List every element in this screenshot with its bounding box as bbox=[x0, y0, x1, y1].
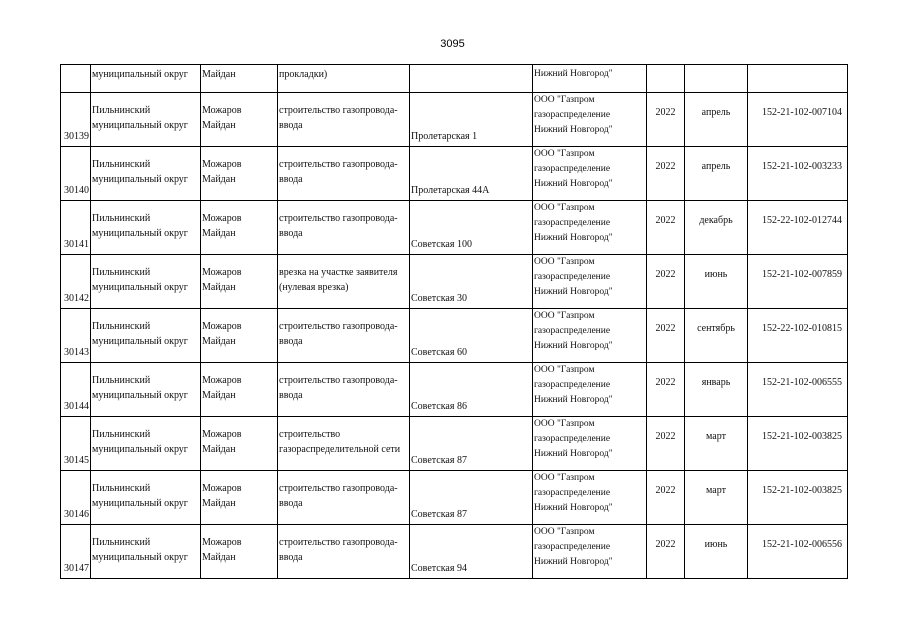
village-line: Можаров bbox=[202, 213, 242, 224]
work-line: врезка на участке заявителя bbox=[279, 267, 398, 278]
work-line: ввода bbox=[279, 552, 303, 563]
cell-village bbox=[201, 255, 278, 309]
location-line: Пильнинский bbox=[92, 105, 151, 116]
village-line: Майдан bbox=[202, 498, 236, 509]
cell-number: 30141 bbox=[61, 201, 91, 255]
table-row bbox=[61, 471, 848, 525]
cell-organization bbox=[533, 471, 647, 525]
cell-village bbox=[201, 147, 278, 201]
work-line: (нулевая врезка) bbox=[279, 282, 349, 293]
organization-line: ООО "Газпром bbox=[534, 419, 595, 429]
organization-line: ООО "Газпром bbox=[534, 311, 595, 321]
organization-line: Нижний Новгород" bbox=[534, 179, 613, 189]
cell-work-type bbox=[278, 147, 410, 201]
cell-location bbox=[91, 201, 201, 255]
table-row bbox=[61, 417, 848, 471]
cell-code: 152-21-102-007104 bbox=[748, 93, 848, 147]
cell-month: декабрь bbox=[685, 201, 748, 255]
cell-village bbox=[201, 525, 278, 579]
cell-organization bbox=[533, 201, 647, 255]
table-row bbox=[61, 201, 848, 255]
cell-location bbox=[91, 147, 201, 201]
organization-line: газораспределение bbox=[534, 326, 611, 336]
organization-line: ООО "Газпром bbox=[534, 95, 595, 105]
village-line: Можаров bbox=[202, 537, 242, 548]
cell-location bbox=[91, 471, 201, 525]
cell-year: 2022 bbox=[647, 525, 685, 579]
cell-street: Советская 86 bbox=[410, 363, 533, 417]
organization-line: газораспределение bbox=[534, 272, 611, 282]
cell-code: 152-22-102-010815 bbox=[748, 309, 848, 363]
organization-line: ООО "Газпром bbox=[534, 257, 595, 267]
cell-street: Пролетарская 44А bbox=[410, 147, 533, 201]
cell-organization bbox=[533, 147, 647, 201]
cell-year: 2022 bbox=[647, 309, 685, 363]
cell-month: сентябрь bbox=[685, 309, 748, 363]
work-line: строительство газопровода- bbox=[279, 159, 398, 170]
village-line: Майдан bbox=[202, 120, 236, 131]
organization-line: газораспределение bbox=[534, 110, 611, 120]
location-line: муниципальный округ bbox=[92, 228, 188, 239]
cell-code: 152-21-102-006555 bbox=[748, 363, 848, 417]
organization-line: ООО "Газпром bbox=[534, 203, 595, 213]
cell-organization bbox=[533, 309, 647, 363]
cell-number: 30143 bbox=[61, 309, 91, 363]
organization-line: ООО "Газпром bbox=[534, 149, 595, 159]
cell-year: 2022 bbox=[647, 363, 685, 417]
location-line: Пильнинский bbox=[92, 537, 151, 548]
cell-work-type: прокладки) bbox=[278, 65, 410, 93]
village-line: Майдан bbox=[202, 552, 236, 563]
village-line: Можаров bbox=[202, 429, 242, 440]
organization-line: Нижний Новгород" bbox=[534, 341, 613, 351]
cell-work-type bbox=[278, 417, 410, 471]
location-line: Пильнинский bbox=[92, 375, 151, 386]
table-row bbox=[61, 147, 848, 201]
cell-year: 2022 bbox=[647, 201, 685, 255]
location-line: муниципальный округ bbox=[92, 336, 188, 347]
work-line: ввода bbox=[279, 228, 303, 239]
cell-number bbox=[61, 65, 91, 93]
location-line: муниципальный округ bbox=[92, 120, 188, 131]
location-line: муниципальный округ bbox=[92, 174, 188, 185]
table-row-continued bbox=[61, 65, 848, 93]
location-line: муниципальный округ bbox=[92, 282, 188, 293]
cell-number: 30145 bbox=[61, 417, 91, 471]
location-line: муниципальный округ bbox=[92, 390, 188, 401]
cell-street: Советская 30 bbox=[410, 255, 533, 309]
organization-line: Нижний Новгород" bbox=[534, 503, 613, 513]
cell-code: 152-21-102-006556 bbox=[748, 525, 848, 579]
organization-line: газораспределение bbox=[534, 434, 611, 444]
organization-line: Нижний Новгород" bbox=[534, 125, 613, 135]
cell-month: июнь bbox=[685, 255, 748, 309]
village-line: Можаров bbox=[202, 375, 242, 386]
cell-organization bbox=[533, 525, 647, 579]
village-line: Можаров bbox=[202, 321, 242, 332]
organization-line: газораспределение bbox=[534, 164, 611, 174]
cell-year: 2022 bbox=[647, 471, 685, 525]
organization-line: Нижний Новгород" bbox=[534, 287, 613, 297]
cell-month: март bbox=[685, 417, 748, 471]
cell-number: 30146 bbox=[61, 471, 91, 525]
cell-code: 152-21-102-003233 bbox=[748, 147, 848, 201]
organization-line: ООО "Газпром bbox=[534, 527, 595, 537]
village-line: Можаров bbox=[202, 159, 242, 170]
table-row bbox=[61, 363, 848, 417]
cell-work-type bbox=[278, 255, 410, 309]
cell-organization bbox=[533, 93, 647, 147]
cell-code: 152-21-102-007859 bbox=[748, 255, 848, 309]
gas-connection-registry-table bbox=[60, 64, 848, 579]
work-line: ввода bbox=[279, 498, 303, 509]
location-line: муниципальный округ bbox=[92, 552, 188, 563]
cell-location: муниципальный округ bbox=[91, 65, 201, 93]
cell-village bbox=[201, 471, 278, 525]
cell-location bbox=[91, 525, 201, 579]
location-line: муниципальный округ bbox=[92, 498, 188, 509]
cell-year: 2022 bbox=[647, 147, 685, 201]
cell-street: Советская 60 bbox=[410, 309, 533, 363]
cell-month: апрель bbox=[685, 93, 748, 147]
cell-month bbox=[685, 65, 748, 93]
cell-code: 152-21-102-003825 bbox=[748, 417, 848, 471]
work-line: строительство газопровода- bbox=[279, 537, 398, 548]
organization-line: Нижний Новгород" bbox=[534, 557, 613, 567]
cell-organization bbox=[533, 417, 647, 471]
village-line: Майдан bbox=[202, 336, 236, 347]
table-row bbox=[61, 309, 848, 363]
cell-number: 30147 bbox=[61, 525, 91, 579]
cell-work-type bbox=[278, 525, 410, 579]
cell-village: Майдан bbox=[201, 65, 278, 93]
organization-line: Нижний Новгород" bbox=[534, 395, 613, 405]
cell-street bbox=[410, 65, 533, 93]
table-row bbox=[61, 93, 848, 147]
cell-village bbox=[201, 309, 278, 363]
cell-year: 2022 bbox=[647, 417, 685, 471]
cell-month: июнь bbox=[685, 525, 748, 579]
cell-organization bbox=[533, 363, 647, 417]
organization-line: Нижний Новгород" bbox=[534, 449, 613, 459]
cell-number: 30144 bbox=[61, 363, 91, 417]
organization-line: ООО "Газпром bbox=[534, 473, 595, 483]
cell-year: 2022 bbox=[647, 255, 685, 309]
village-line: Майдан bbox=[202, 444, 236, 455]
work-line: строительство bbox=[279, 429, 341, 440]
village-line: Майдан bbox=[202, 174, 236, 185]
work-line: строительство газопровода- bbox=[279, 213, 398, 224]
cell-village bbox=[201, 93, 278, 147]
cell-work-type bbox=[278, 201, 410, 255]
cell-number: 30142 bbox=[61, 255, 91, 309]
location-line: Пильнинский bbox=[92, 429, 151, 440]
cell-location bbox=[91, 255, 201, 309]
work-line: ввода bbox=[279, 390, 303, 401]
cell-work-type bbox=[278, 363, 410, 417]
work-line: ввода bbox=[279, 174, 303, 185]
work-line: строительство газопровода- bbox=[279, 321, 398, 332]
location-line: Пильнинский bbox=[92, 483, 151, 494]
cell-organization: Нижний Новгород" bbox=[533, 65, 647, 93]
cell-code bbox=[748, 65, 848, 93]
cell-street: Пролетарская 1 bbox=[410, 93, 533, 147]
cell-year bbox=[647, 65, 685, 93]
cell-number: 30139 bbox=[61, 93, 91, 147]
cell-village bbox=[201, 417, 278, 471]
work-line: строительство газопровода- bbox=[279, 375, 398, 386]
organization-line: газораспределение bbox=[534, 488, 611, 498]
cell-village bbox=[201, 201, 278, 255]
organization-line: газораспределение bbox=[534, 218, 611, 228]
village-line: Можаров bbox=[202, 105, 242, 116]
cell-street: Советская 94 bbox=[410, 525, 533, 579]
cell-year: 2022 bbox=[647, 93, 685, 147]
table-row bbox=[61, 525, 848, 579]
organization-line: газораспределение bbox=[534, 542, 611, 552]
work-line: ввода bbox=[279, 336, 303, 347]
cell-street: Советская 87 bbox=[410, 471, 533, 525]
location-line: муниципальный округ bbox=[92, 444, 188, 455]
page-number: 3095 bbox=[440, 38, 465, 50]
cell-work-type bbox=[278, 93, 410, 147]
location-line: Пильнинский bbox=[92, 321, 151, 332]
cell-number: 30140 bbox=[61, 147, 91, 201]
table-row bbox=[61, 255, 848, 309]
cell-street: Советская 100 bbox=[410, 201, 533, 255]
location-line: Пильнинский bbox=[92, 213, 151, 224]
village-line: Майдан bbox=[202, 282, 236, 293]
cell-month: март bbox=[685, 471, 748, 525]
cell-month: январь bbox=[685, 363, 748, 417]
village-line: Майдан bbox=[202, 228, 236, 239]
location-line: Пильнинский bbox=[92, 267, 151, 278]
cell-organization bbox=[533, 255, 647, 309]
work-line: строительство газопровода- bbox=[279, 105, 398, 116]
organization-line: Нижний Новгород" bbox=[534, 233, 613, 243]
cell-code: 152-21-102-003825 bbox=[748, 471, 848, 525]
location-line: Пильнинский bbox=[92, 159, 151, 170]
cell-code: 152-22-102-012744 bbox=[748, 201, 848, 255]
table-body bbox=[61, 65, 848, 579]
cell-work-type bbox=[278, 471, 410, 525]
cell-village bbox=[201, 363, 278, 417]
work-line: ввода bbox=[279, 120, 303, 131]
work-line: строительство газопровода- bbox=[279, 483, 398, 494]
cell-location bbox=[91, 417, 201, 471]
village-line: Майдан bbox=[202, 390, 236, 401]
cell-location bbox=[91, 309, 201, 363]
cell-location bbox=[91, 93, 201, 147]
organization-line: ООО "Газпром bbox=[534, 365, 595, 375]
village-line: Можаров bbox=[202, 483, 242, 494]
organization-line: газораспределение bbox=[534, 380, 611, 390]
work-line: газораспределительной сети bbox=[279, 444, 401, 455]
cell-month: апрель bbox=[685, 147, 748, 201]
village-line: Можаров bbox=[202, 267, 242, 278]
cell-work-type bbox=[278, 309, 410, 363]
cell-street: Советская 87 bbox=[410, 417, 533, 471]
cell-location bbox=[91, 363, 201, 417]
